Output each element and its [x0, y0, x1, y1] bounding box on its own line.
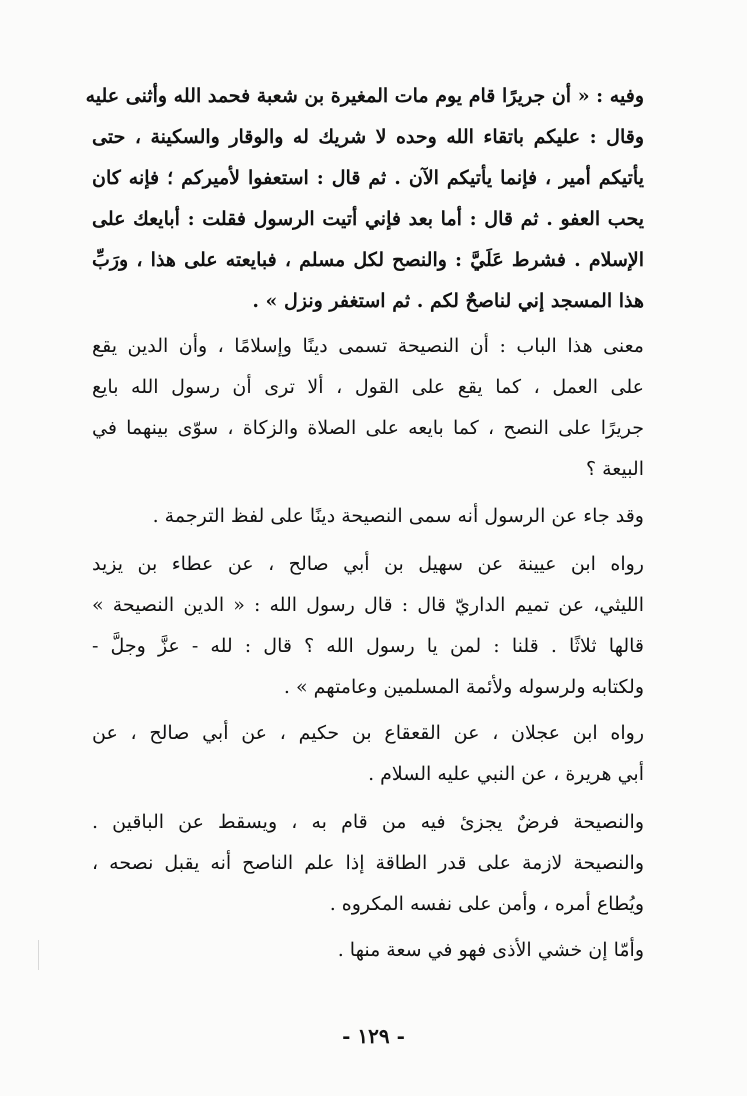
text-line: الليثي، عن تميم الداريّ قال : قال رسول الله : « الدين النصيحة »: [92, 594, 644, 616]
paragraph-meaning: [92, 326, 644, 490]
text-line: رواه ابن عيينة عن سهيل بن أبي صالح ، عن عطاء بن يزيد: [92, 553, 644, 575]
text-line: وأمّا إن خشي الأذى فهو في سعة منها .: [337, 939, 644, 961]
text-line: الإسلام . فشرط عَلَيَّ : والنصح لكل مسلم ، فبايعته على هذا ، ورَبِّ: [92, 249, 644, 271]
paragraph-tarjama: [92, 496, 644, 537]
text-line: رواه ابن عجلان ، عن القعقاع بن حكيم ، عن أبي صالح ، عن: [92, 722, 644, 744]
text-line: البيعة ؟: [585, 458, 644, 480]
text-line: ولكتابه ولرسوله ولأئمة المسلمين وعامتهم » .: [283, 676, 644, 698]
text-line: وقال : عليكم باتقاء الله وحده لا شريك له والوقار والسكينة ، حتى: [92, 126, 644, 148]
text-line: وفيه : « أن جريرًا قام يوم مات المغيرة بن شعبة فحمد الله وأثنى عليه: [85, 85, 644, 107]
text-line: يحب العفو . ثم قال : أما بعد فإني أتيت الرسول فقلت : أبايعك على: [92, 208, 644, 230]
paragraph-ibn-uyayna: [92, 544, 644, 708]
margin-mark: [38, 940, 39, 970]
text-line: يأتيكم أمير ، فإنما يأتيكم الآن . ثم قال : استعفوا لأميركم ؛ فإنه كان: [92, 167, 644, 189]
page-number: - ١٢٩ -: [342, 1024, 405, 1048]
text-line: على العمل ، كما يقع على القول ، ألا ترى أن رسول الله بايع: [92, 376, 644, 398]
paragraph-khashiya: [92, 930, 644, 971]
text-line: والنصيحة فرضٌ يجزئ فيه من قام به ، ويسقط عن الباقين .: [92, 811, 644, 833]
paragraph-hadith-jarir: [85, 76, 644, 322]
text-line: معنى هذا الباب : أن النصيحة تسمى دينًا وإسلامًا ، وأن الدين يقع: [92, 335, 644, 357]
text-line: هذا المسجد إني لناصحٌ لكم . ثم استغفر ونزل » .: [252, 290, 644, 312]
text-line: قالها ثلاثًا . قلنا : لمن يا رسول الله ؟ قال : لله - عزَّ وجلَّ -: [92, 635, 644, 657]
paragraph-fard: [92, 802, 644, 925]
text-line: والنصيحة لازمة على قدر الطاقة إذا علم الناصح أنه يقبل نصحه ،: [92, 852, 644, 874]
text-line: جريرًا على النصح ، كما بايعه على الصلاة والزكاة ، سوّى بينهما في: [92, 417, 644, 439]
paragraph-ibn-ajlan: [92, 713, 644, 795]
text-line: وقد جاء عن الرسول أنه سمى النصيحة دينًا على لفظ الترجمة .: [152, 505, 644, 527]
text-line: ويُطاع أمره ، وأمن على نفسه المكروه .: [329, 893, 644, 915]
text-line: أبي هريرة ، عن النبي عليه السلام .: [368, 763, 644, 785]
